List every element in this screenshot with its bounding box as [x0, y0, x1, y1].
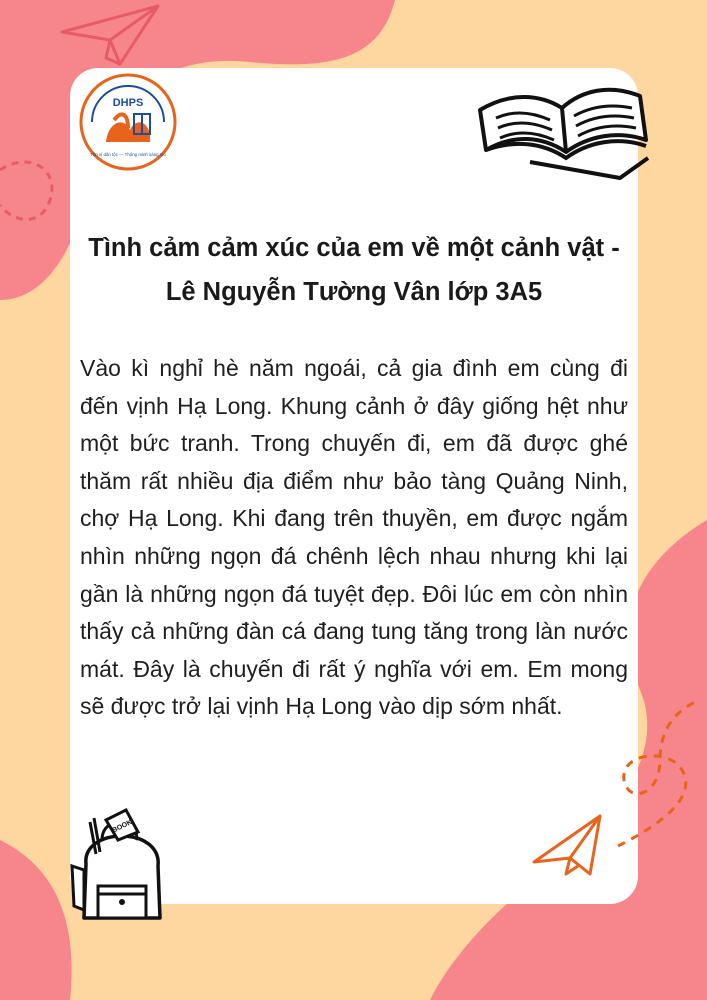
story-paragraph: Vào kì nghỉ hè năm ngoái, cả gia đình em cùng đi đến vịnh Hạ Long. Khung cảnh ở đây giống hệt như một bức tranh. Trong chuyến đi, em đã được ghé thăm rất nhiều địa điểm như bảo tàng Quảng Ninh, chợ Hạ Long. Khi đang trên thuyền, em được ngắm nhìn những ngọn đá chênh lệch nhau nhưng khi lại gần là những ngọn đá tuyệt đẹp. Đôi lúc em còn nhìn thấy cả những đàn cá đang tung tăng trong làn nước mát. Đây là chuyến đi rất ý nghĩa với em. Em mong sẽ được trở lại vịnh Hạ Long vào dịp sớm nhất.	[80, 355, 628, 720]
svg-text:DHPS: DHPS	[112, 97, 144, 109]
page-title: Tình cảm cảm xúc của em về một cảnh vật - Lê Nguyễn Tường Vân lớp 3A5	[88, 234, 620, 306]
svg-text:BOOK: BOOK	[111, 818, 134, 835]
svg-text:Tận vì dân tộc — Thông minh sá: Tận vì dân tộc — Thông minh sáng tạo	[90, 152, 166, 157]
paper-plane-icon	[530, 812, 620, 882]
backpack-icon	[66, 806, 176, 926]
open-book-icon	[470, 70, 650, 180]
paper-plane-icon	[58, 2, 168, 72]
school-logo	[78, 72, 178, 172]
